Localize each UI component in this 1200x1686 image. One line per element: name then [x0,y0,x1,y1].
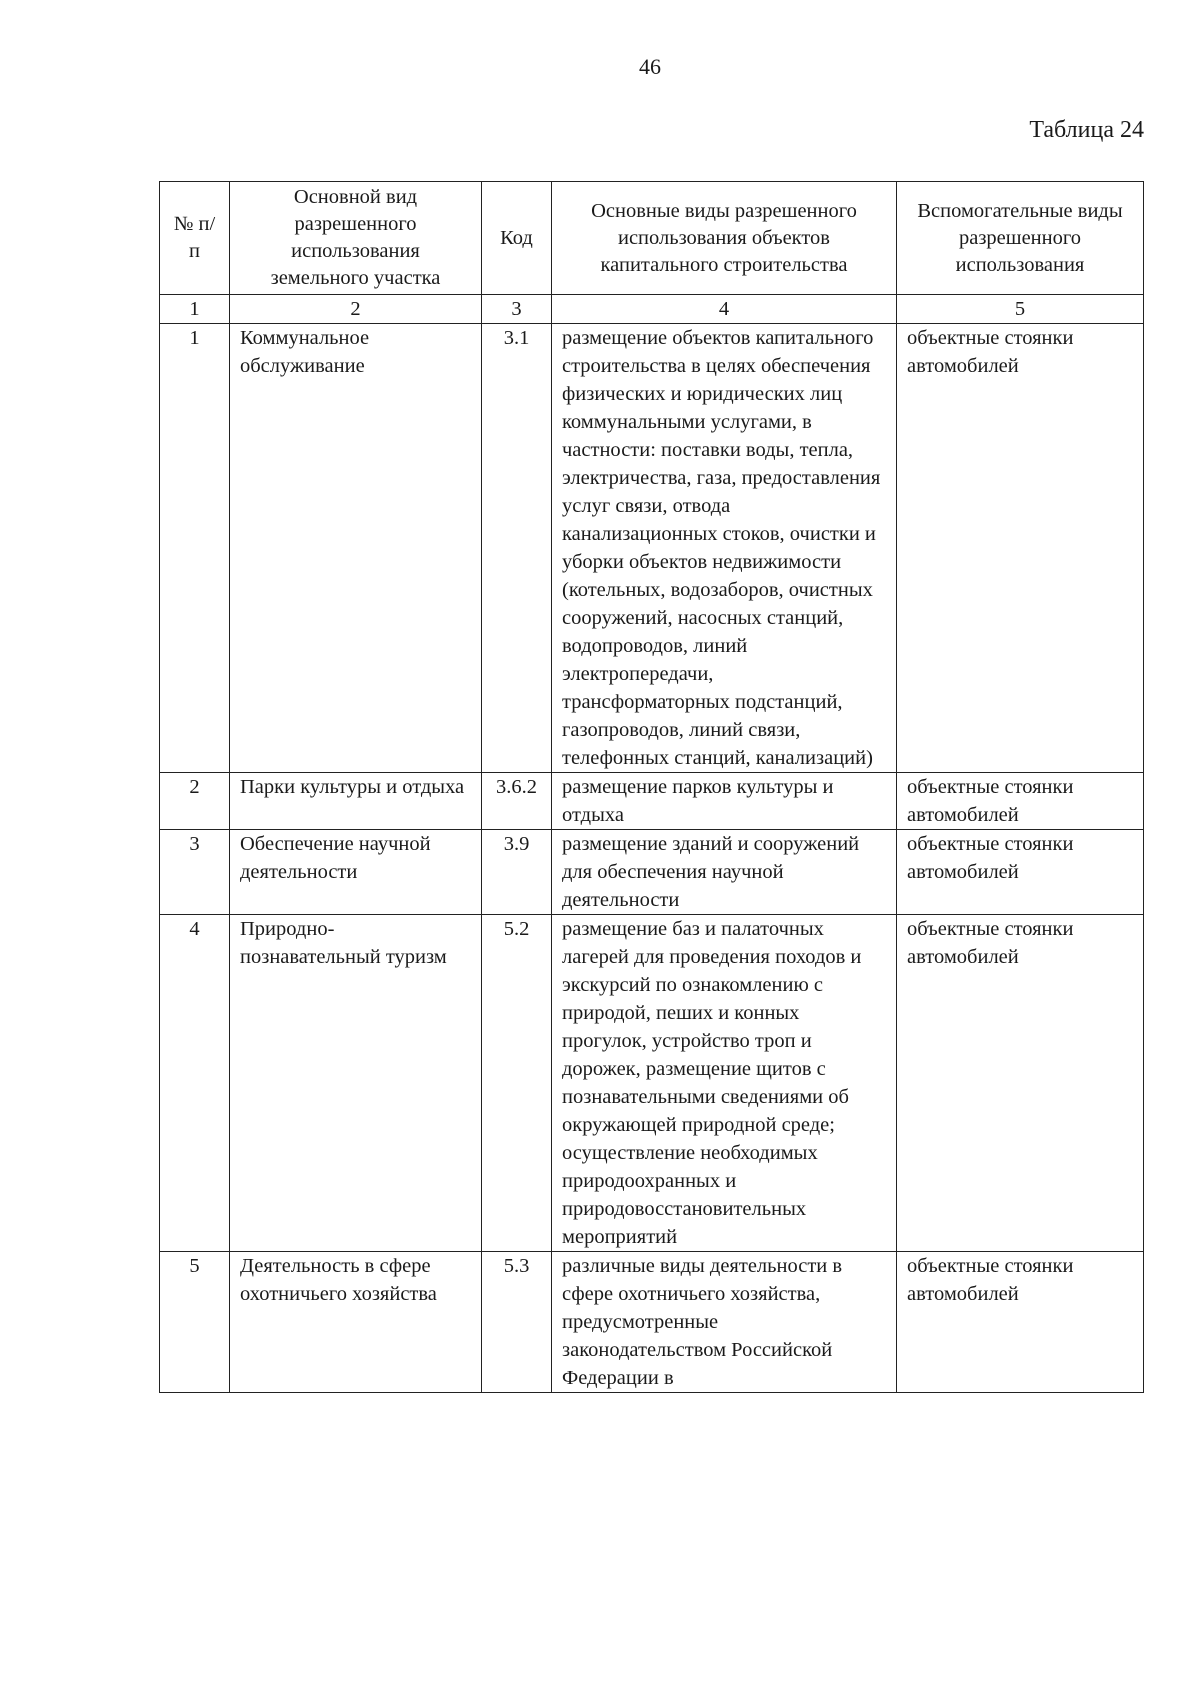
code-cell: 3.1 [482,324,552,773]
land-use-table [159,181,1144,1393]
table-row [160,773,1144,830]
page-number: 46 [639,54,661,79]
code-cell: 3.6.2 [482,773,552,830]
auxiliary-cell: объектные стоянки автомобилей [897,324,1144,773]
auxiliary-cell: объектные стоянки автомобилей [897,1252,1144,1393]
main-use-cell: Парки культуры и отдыха [230,773,482,830]
main-use-cell: Природно-познавательный туризм [230,915,482,1252]
table-row [160,830,1144,915]
auxiliary-cell: объектные стоянки автомобилей [897,830,1144,915]
column-number: 1 [160,295,230,324]
code-cell: 5.2 [482,915,552,1252]
main-use-cell: Обеспечение научной деятельности [230,830,482,915]
row-number: 4 [160,915,230,1252]
description-cell: размещение баз и палаточных лагерей для проведения походов и экскурсий по ознакомлению с природой, пеших и конных прогулок, устройство троп и дорожек, размещение щитов с познавательными сведениями об окружающей природной среде; осуществление необходимых природоохранных и природовосстановительных мероприятий [552,915,897,1252]
code-cell: 5.3 [482,1252,552,1393]
auxiliary-cell: объектные стоянки автомобилей [897,773,1144,830]
header-code: Код [482,182,552,295]
table-row [160,1252,1144,1393]
row-number: 3 [160,830,230,915]
table-row [160,915,1144,1252]
description-cell: различные виды деятельности в сфере охотничьего хозяйства, предусмотренные законодательством Российской Федерации в [552,1252,897,1393]
row-number: 2 [160,773,230,830]
header-capital-construction-uses: Основные виды разрешенного использования объектов капитального строительства [552,182,897,295]
main-use-cell: Деятельность в сфере охотничьего хозяйства [230,1252,482,1393]
header-auxiliary-uses: Вспомогательные виды разрешенного использования [897,182,1144,295]
code-cell: 3.9 [482,830,552,915]
auxiliary-cell: объектные стоянки автомобилей [897,915,1144,1252]
column-number: 5 [897,295,1144,324]
description-cell: размещение зданий и сооружений для обеспечения научной деятельности [552,830,897,915]
row-number: 5 [160,1252,230,1393]
header-main-use: Основной вид разрешенного использования земельного участка [230,182,482,295]
column-numbers-row [160,295,1144,324]
row-number: 1 [160,324,230,773]
description-cell: размещение парков культуры и отдыха [552,773,897,830]
column-number: 3 [482,295,552,324]
table-caption: Таблица 24 [1029,117,1144,143]
header-row [160,182,1144,295]
table-row [160,324,1144,773]
main-use-cell: Коммунальное обслуживание [230,324,482,773]
description-cell: размещение объектов капитального строительства в целях обеспечения физических и юридических лиц коммунальными услугами, в частности: поставки воды, тепла, электричества, газа, предоставления услуг связи, отвода канализационных стоков, очистки и уборки объектов недвижимости (котельных, водозаборов, очистных сооружений, насосных станций, водопроводов, линий электропередачи, трансформаторных подстанций, газопроводов, линий связи, телефонных станций, канализаций) [552,324,897,773]
column-number: 2 [230,295,482,324]
header-number: № п/п [160,182,230,295]
column-number: 4 [552,295,897,324]
